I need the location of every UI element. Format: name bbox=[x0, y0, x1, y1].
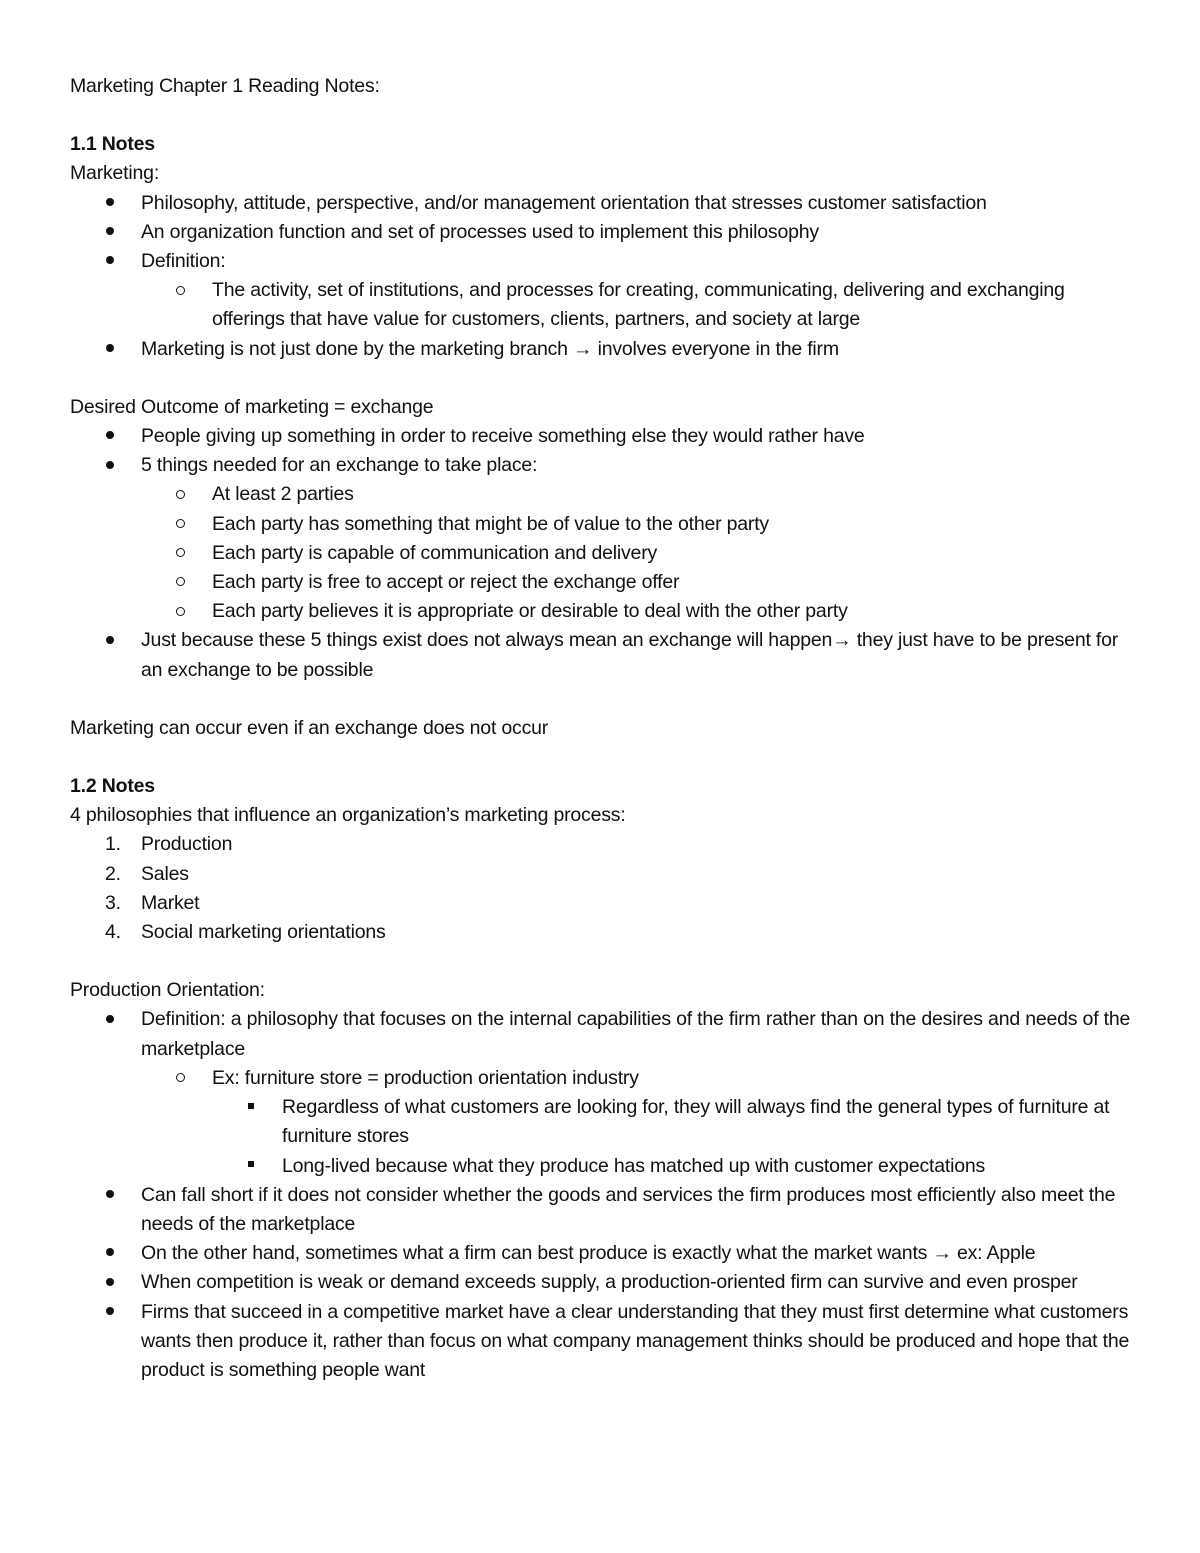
document-title: Marketing Chapter 1 Reading Notes: bbox=[70, 75, 380, 97]
list-item: Definition: a philosophy that focuses on the internal capabilities of the firm rather than on the desires and needs of the marketplace bbox=[70, 1005, 1140, 1063]
circle-bullet-icon bbox=[176, 539, 185, 568]
list-item: An organization function and set of processes used to implement this philosophy bbox=[70, 218, 1140, 247]
production-bullet-list bbox=[70, 1005, 1140, 1385]
list-item: 5 things needed for an exchange to take place: bbox=[70, 451, 1140, 480]
bullet-icon bbox=[106, 451, 114, 480]
arrow-right-icon: → bbox=[932, 1242, 952, 1265]
closing-statement: Marketing can occur even if an exchange does not occur bbox=[70, 716, 549, 739]
list-item: At least 2 parties bbox=[70, 480, 1140, 509]
circle-bullet-icon bbox=[176, 597, 185, 626]
list-number: 4. bbox=[105, 921, 121, 944]
circle-bullet-icon bbox=[176, 480, 185, 509]
arrow-right-icon: → bbox=[832, 629, 852, 652]
section-heading-1-1: 1.1 Notes bbox=[70, 133, 155, 156]
list-item: Each party is free to accept or reject the exchange offer bbox=[70, 568, 1140, 597]
bullet-icon bbox=[106, 335, 114, 364]
list-item: 4. Social marketing orientations bbox=[70, 918, 1140, 947]
bullet-icon bbox=[106, 1239, 114, 1268]
list-item: Each party believes it is appropriate or desirable to deal with the other party bbox=[70, 597, 1140, 626]
list-number: 3. bbox=[105, 891, 121, 914]
list-item: Can fall short if it does not consider whether the goods and services the firm produces most efficiently also meet the needs of the marketplace bbox=[70, 1181, 1140, 1239]
section-heading-1-2: 1.2 Notes bbox=[70, 775, 155, 798]
list-item: On the other hand, sometimes what a firm can best produce is exactly what the market wants → ex: Apple bbox=[70, 1239, 1140, 1268]
list-item: Firms that succeed in a competitive market have a clear understanding that they must first determine what customers wants then produce it, rather than focus on what company management thinks should be produced and hope that the product is something people want bbox=[70, 1298, 1140, 1386]
circle-bullet-icon bbox=[176, 1064, 185, 1093]
arrow-right-icon: → bbox=[573, 337, 593, 360]
circle-bullet-icon bbox=[176, 510, 185, 539]
marketing-bullet-list bbox=[70, 189, 1140, 364]
bullet-icon bbox=[106, 422, 114, 451]
document-page bbox=[70, 72, 1140, 1385]
list-item: When competition is weak or demand exceeds supply, a production-oriented firm can survive and even prosper bbox=[70, 1268, 1140, 1297]
list-number: 1. bbox=[105, 833, 121, 856]
philosophies-intro: 4 philosophies that influence an organization’s marketing process: bbox=[70, 804, 626, 827]
marketing-label: Marketing: bbox=[70, 162, 160, 185]
list-item: Philosophy, attitude, perspective, and/or management orientation that stresses customer satisfaction bbox=[70, 189, 1140, 218]
circle-bullet-icon bbox=[176, 568, 185, 597]
bullet-icon bbox=[106, 247, 114, 276]
exchange-bullet-list bbox=[70, 422, 1140, 685]
list-item: Ex: furniture store = production orientation industry bbox=[70, 1064, 1140, 1093]
square-bullet-icon bbox=[248, 1152, 254, 1181]
bullet-icon bbox=[106, 1181, 114, 1210]
list-item: Marketing is not just done by the marketing branch → involves everyone in the firm bbox=[70, 335, 1140, 364]
list-item: 3. Market bbox=[70, 889, 1140, 918]
list-item: 1. Production bbox=[70, 830, 1140, 859]
list-item: The activity, set of institutions, and processes for creating, communicating, delivering and exchanging offerings that have value for customers, clients, partners, and society at large bbox=[70, 276, 1140, 334]
philosophies-numbered-list bbox=[70, 830, 1140, 947]
list-item: Regardless of what customers are looking for, they will always find the general types of furniture at furniture stores bbox=[70, 1093, 1140, 1151]
desired-outcome-label: Desired Outcome of marketing = exchange bbox=[70, 395, 434, 418]
bullet-icon bbox=[106, 189, 114, 218]
production-orientation-label: Production Orientation: bbox=[70, 979, 265, 1002]
list-item: Definition: bbox=[70, 247, 1140, 276]
bullet-icon bbox=[106, 626, 114, 655]
list-number: 2. bbox=[105, 862, 121, 885]
bullet-icon bbox=[106, 218, 114, 247]
list-item: 2. Sales bbox=[70, 860, 1140, 889]
circle-bullet-icon bbox=[176, 276, 185, 305]
list-item: Long-lived because what they produce has matched up with customer expectations bbox=[70, 1152, 1140, 1181]
list-item: Each party is capable of communication and delivery bbox=[70, 539, 1140, 568]
list-item: People giving up something in order to receive something else they would rather have bbox=[70, 422, 1140, 451]
bullet-icon bbox=[106, 1298, 114, 1327]
square-bullet-icon bbox=[248, 1093, 254, 1122]
list-item: Each party has something that might be of value to the other party bbox=[70, 510, 1140, 539]
list-item: Just because these 5 things exist does not always mean an exchange will happen→ they just have to be present for an exchange to be possible bbox=[70, 626, 1140, 684]
bullet-icon bbox=[106, 1005, 114, 1034]
bullet-icon bbox=[106, 1268, 114, 1297]
